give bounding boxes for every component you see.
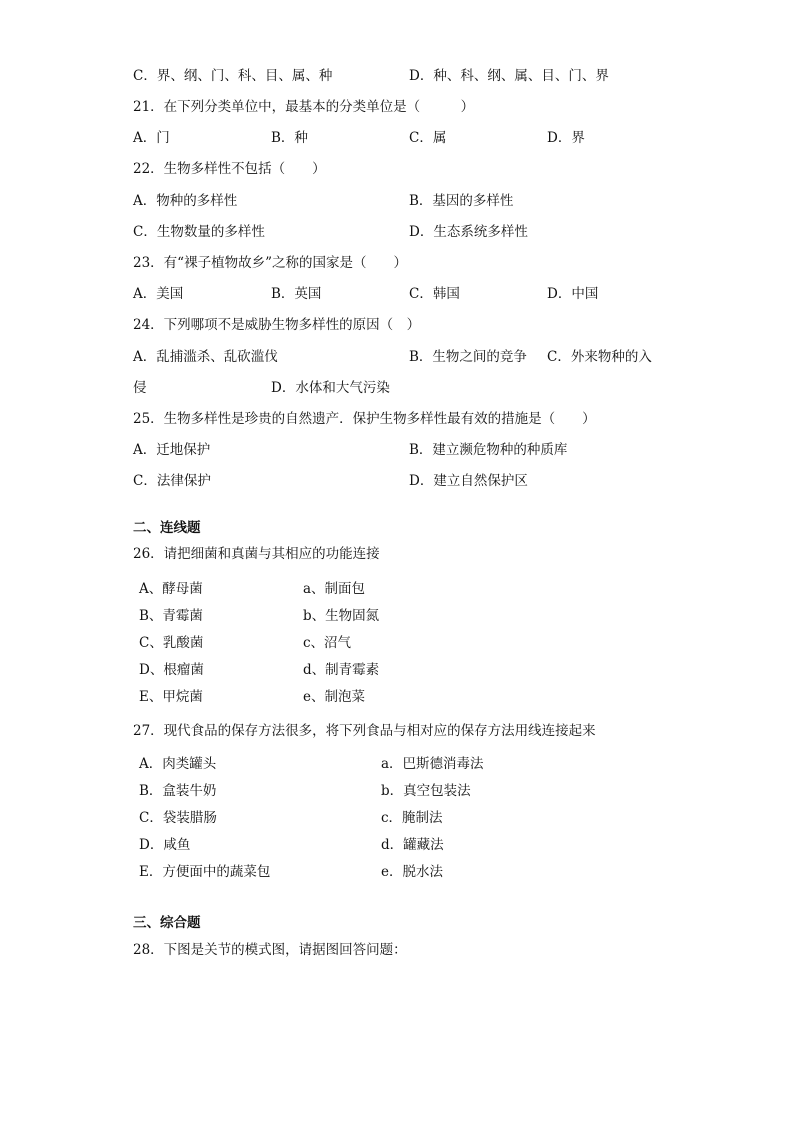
q21-option-d: D．界 xyxy=(547,130,585,146)
q27-left-item: D．咸鱼 xyxy=(139,837,191,853)
q25-option-c: C．法律保护 xyxy=(133,473,211,489)
q26-left-item: B、青霉菌 xyxy=(139,608,203,624)
q22-option-b: B．基因的多样性 xyxy=(409,193,514,209)
q22-stem: 22．生物多样性不包括（ ） xyxy=(133,161,326,177)
q25-option-a: A．迁地保护 xyxy=(133,442,211,458)
q24-option-c-continued: 侵 xyxy=(133,380,147,396)
q26-right-item: b、生物固氮 xyxy=(303,608,380,624)
q25-option-d: D．建立自然保护区 xyxy=(409,473,528,489)
q21-option-c: C．属 xyxy=(409,130,447,146)
q24-option-a: A．乱捕滥杀、乱砍滥伐 xyxy=(133,349,278,365)
q24-option-c: C．外来物种的入 xyxy=(547,349,652,365)
q23-option-b: B．英国 xyxy=(271,286,322,302)
q23-option-a: A．美国 xyxy=(133,286,184,302)
q27-left-item: B．盒装牛奶 xyxy=(139,783,217,799)
q26-left-item: A、酵母菌 xyxy=(139,581,203,597)
q22-option-c: C．生物数量的多样性 xyxy=(133,224,265,240)
q26-right-item: a、制面包 xyxy=(303,581,366,597)
q26-right-item: d、制青霉素 xyxy=(303,662,380,678)
q23-stem: 23．有“裸子植物故乡”之称的国家是（ ） xyxy=(133,255,407,271)
q25-stem: 25．生物多样性是珍贵的自然遗产．保护生物多样性最有效的措施是（ ） xyxy=(133,411,596,427)
q26-stem: 26．请把细菌和真菌与其相应的功能连接 xyxy=(133,546,380,562)
q21-option-b: B．种 xyxy=(271,130,308,146)
q24-option-b: B．生物之间的竞争 xyxy=(409,349,527,365)
q27-right-item: b．真空包装法 xyxy=(381,783,471,799)
q20-option-d: D．种、科、纲、属、目、门、界 xyxy=(409,68,609,84)
q20-option-c: C．界、纲、门、科、目、属、种 xyxy=(133,68,333,84)
q27-right-item: d．罐藏法 xyxy=(381,837,444,853)
q27-left-item: C．袋装腊肠 xyxy=(139,810,217,826)
q27-right-item: e．脱水法 xyxy=(381,864,443,880)
q26-left-item: D、根瘤菌 xyxy=(139,662,204,678)
q27-right-item: a．巴斯德消毒法 xyxy=(381,756,484,772)
section-title-matching: 二、连线题 xyxy=(133,520,201,536)
q21-option-a: A．门 xyxy=(133,130,170,146)
q22-option-d: D．生态系统多样性 xyxy=(409,224,528,240)
q27-left-item: A．肉类罐头 xyxy=(139,756,217,772)
q27-stem: 27．现代食品的保存方法很多，将下列食品与相对应的保存方法用线连接起来 xyxy=(133,723,596,739)
q27-left-item: E．方便面中的蔬菜包 xyxy=(139,864,271,880)
q26-right-item: e、制泡菜 xyxy=(303,689,365,705)
q21-stem: 21．在下列分类单位中，最基本的分类单位是（ ） xyxy=(133,99,475,115)
q24-option-d: D．水体和大气污染 xyxy=(271,380,390,396)
q26-right-item: c、沼气 xyxy=(303,635,352,651)
q25-option-b: B．建立濒危物种的种质库 xyxy=(409,442,568,458)
q22-option-a: A．物种的多样性 xyxy=(133,193,238,209)
q28-stem: 28．下图是关节的模式图，请据图回答问题： xyxy=(133,942,407,958)
section-title-comprehensive: 三、综合题 xyxy=(133,915,201,931)
q27-right-item: c．腌制法 xyxy=(381,810,443,826)
q26-left-item: E、甲烷菌 xyxy=(139,689,203,705)
q24-stem: 24．下列哪项不是威胁生物多样性的原因（ ） xyxy=(133,317,421,333)
q23-option-c: C．韩国 xyxy=(409,286,460,302)
q26-left-item: C、乳酸菌 xyxy=(139,635,204,651)
q23-option-d: D．中国 xyxy=(547,286,599,302)
